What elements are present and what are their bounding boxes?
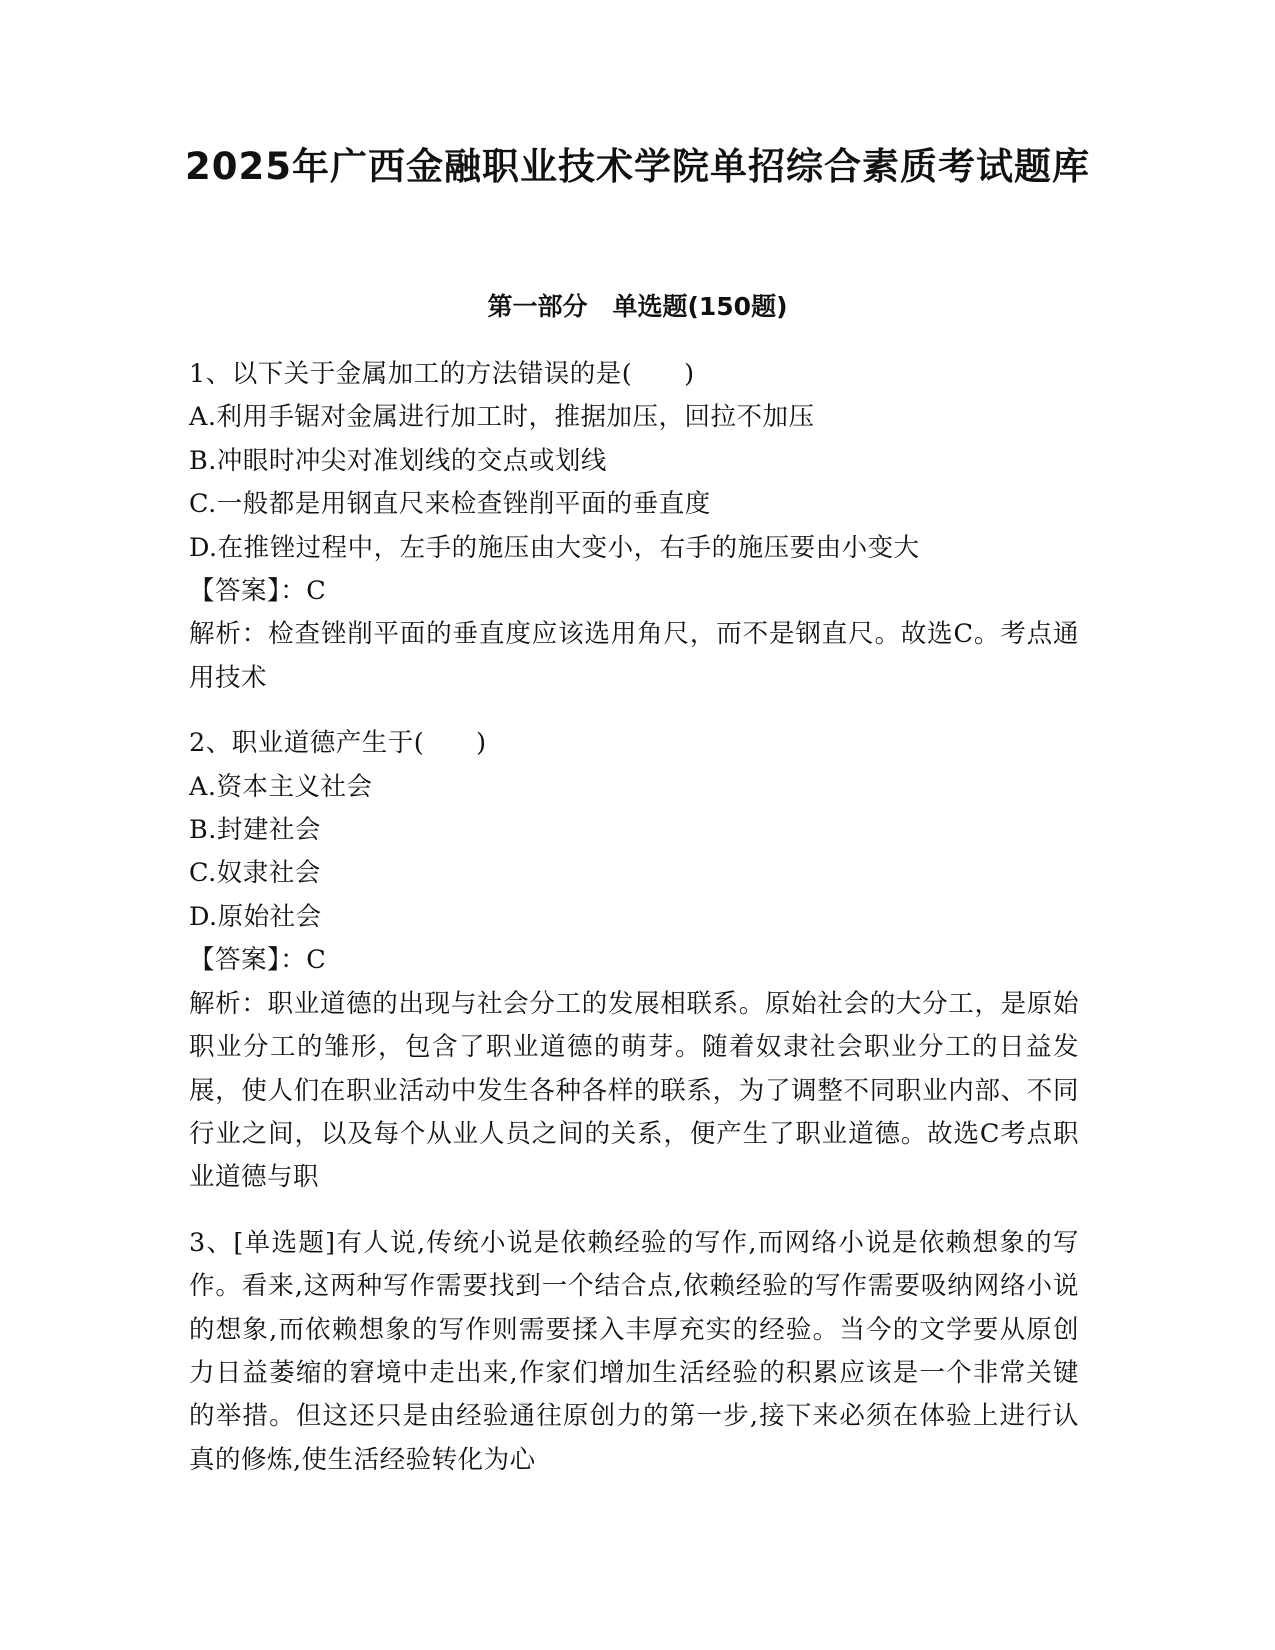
answer-separator: ： [280,576,307,607]
answer-analysis: 解析：职业道德的出现与社会分工的发展相联系。原始社会的大分工，是原始职业分工的雏形，包含了职业道德的萌芽。随着奴隶社会职业分工的日益发展，使人们在职业活动中发生各种各样的联系，为了调整不同职业内部、不同行业之间，以及每个从业人员之间的关系，便产生了职业道德。故选C考点职业道德与职 [189,988,1079,1193]
answer-value: C [306,576,327,607]
option-c: C.奴隶社会 [189,858,321,889]
question-list [189,353,1079,1482]
option-b: B.冲眼时冲尖对准划线的交点或划线 [189,445,607,476]
option-b: B.封建社会 [189,815,321,846]
question-2 [189,722,1079,1199]
answer-value: C [306,945,327,976]
document-title: 2025年广西金融职业技术学院单招综合素质考试题库 [185,145,1090,188]
question-3 [189,1222,1079,1482]
option-c: C.一般都是用钢直尺来检查锉削平面的垂直度 [189,489,711,520]
question-stem: 3、[单选题]有人说,传统小说是依赖经验的写作,而网络小说是依赖想象的写作。看来,这两种写作需要找到一个结合点,依赖经验的写作需要吸纳网络小说的想象,而依赖想象的写作则需要揉入丰厚充实的经验。当今的文学要从原创力日益萎缩的窘境中走出来,作家们增加生活经验的积累应该是一个非常关键的举措。但这还只是由经验通往原创力的第一步,接下来必须在体验上进行认真的修炼,使生活经验转化为心 [189,1227,1079,1475]
answer-label: 【答案】 [189,576,281,607]
option-a: A.资本主义社会 [189,771,373,802]
answer-separator: ： [280,945,307,976]
option-a: A.利用手锯对金属进行加工时，推据加压，回拉不加压 [189,402,815,433]
answer-analysis: 解析：检查锉削平面的垂直度应该选用角尺，而不是钢直尺。故选C。考点通用技术 [189,619,1079,693]
question-1 [189,353,1079,700]
section-title: 第一部分 单选题(150题) [487,292,788,321]
option-d: D.在推锉过程中，左手的施压由大变小，右手的施压要由小变大 [189,532,920,563]
answer-label: 【答案】 [189,945,281,976]
answer-line [189,939,1079,982]
question-stem: 2、职业道德产生于( ) [189,728,487,759]
answer-line [189,570,1079,613]
question-stem: 1、以下关于金属加工的方法错误的是( ) [189,359,695,389]
option-d: D.原始社会 [189,901,322,932]
